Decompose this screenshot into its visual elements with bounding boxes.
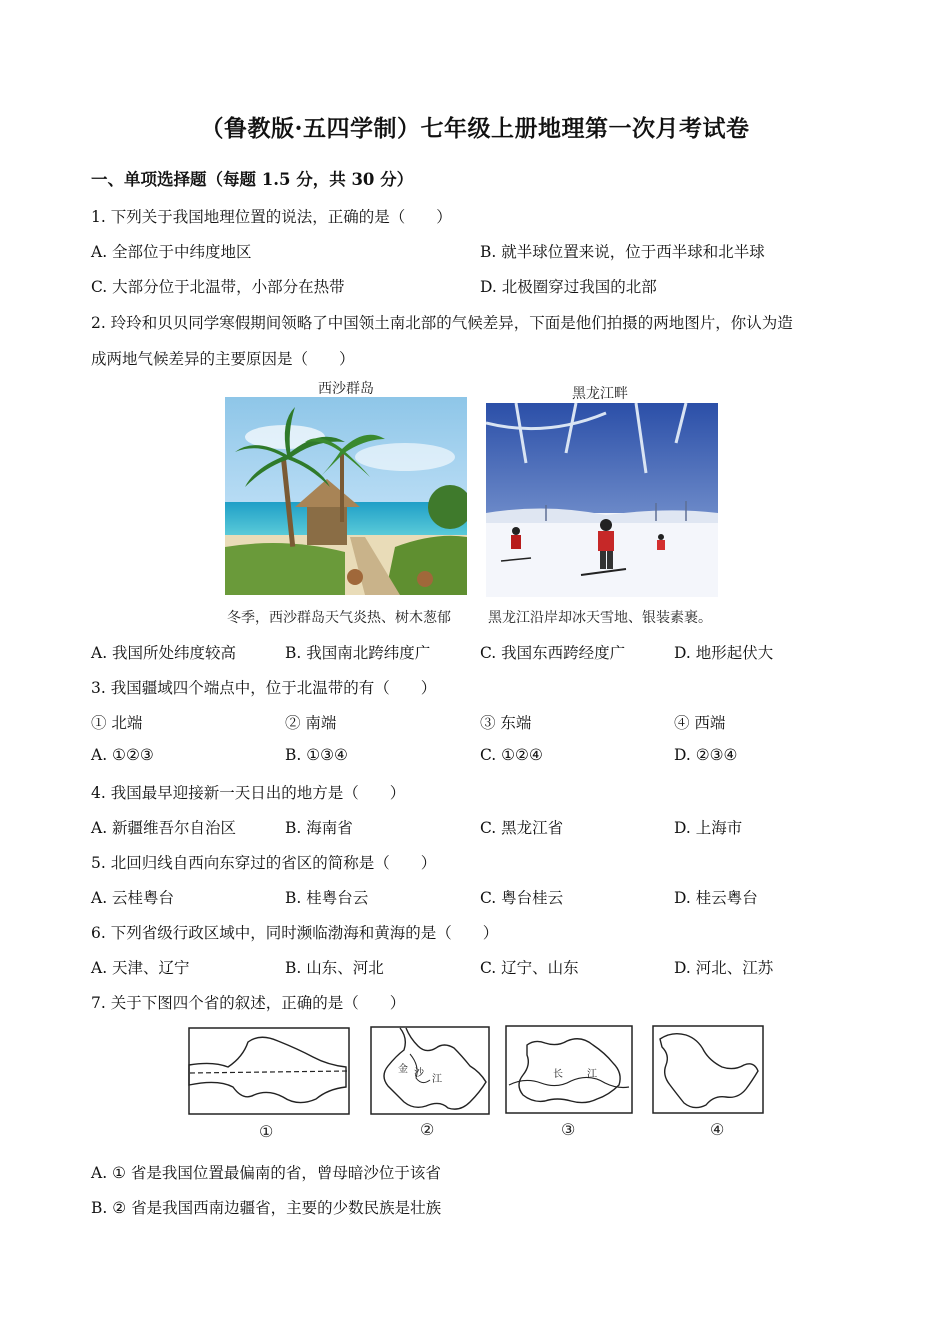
question-2-stem-line2: 成两地气候差异的主要原因是（ ） — [91, 350, 355, 368]
question-1-option-a: A. 全部位于中纬度地区 — [91, 243, 252, 261]
question-7-stem: 7. 关于下图四个省的叙述，正确的是（ ） — [91, 994, 406, 1012]
province-map-4 — [652, 1025, 764, 1147]
question-3-item-3: ③ 东端 — [480, 714, 532, 732]
question-3-option-c: C. ①②④ — [480, 746, 543, 764]
question-5-option-a: A. 云桂粤台 — [91, 889, 175, 907]
question-3-item-4: ④ 西端 — [674, 714, 726, 732]
page-title: （鲁教版·五四学制）七年级上册地理第一次月考试卷 — [200, 115, 750, 142]
map-2-text-3: 江 — [432, 1074, 442, 1085]
question-4-option-d: D. 上海市 — [674, 819, 743, 837]
question-6-option-d: D. 河北、江苏 — [674, 959, 774, 977]
question-1-option-c: C. 大部分位于北温带，小部分在热带 — [91, 278, 345, 296]
province-map-3 — [505, 1025, 633, 1147]
question-3-option-b: B. ①③④ — [285, 746, 348, 764]
question-4-option-b: B. 海南省 — [285, 819, 353, 837]
question-2-option-b: B. 我国南北跨纬度广 — [285, 644, 431, 662]
question-5-option-b: B. 桂粤台云 — [285, 889, 369, 907]
question-5-option-d: D. 桂云粤台 — [674, 889, 758, 907]
question-3-option-a: A. ①②③ — [91, 746, 154, 764]
question-2-option-d: D. 地形起伏大 — [674, 644, 774, 662]
question-3-item-1: ① 北端 — [91, 714, 143, 732]
question-6-option-c: C. 辽宁、山东 — [480, 959, 579, 977]
map-2-label: ② — [420, 1120, 435, 1139]
question-4-option-a: A. 新疆维吾尔自治区 — [91, 819, 237, 837]
xisha-islands-photo — [225, 397, 467, 595]
map-1-label: ① — [259, 1122, 274, 1141]
map-3-text-1: 长 — [553, 1069, 563, 1080]
map-3-label: ③ — [561, 1120, 576, 1139]
province-map-2 — [370, 1026, 490, 1146]
photo-left-title: 西沙群岛 — [318, 381, 374, 397]
question-6-option-a: A. 天津、辽宁 — [91, 959, 190, 977]
question-1-option-d: D. 北极圈穿过我国的北部 — [480, 278, 657, 296]
photo-left-caption: 冬季，西沙群岛天气炎热、树木葱郁 — [227, 610, 451, 626]
question-1-stem: 1. 下列关于我国地理位置的说法，正确的是（ ） — [91, 208, 452, 226]
map-4-label: ④ — [710, 1120, 725, 1139]
section-heading: 一、单项选择题（每题 1.5 分，共 30 分） — [91, 170, 414, 189]
question-7-option-a: A. ① 省是我国位置最偏南的省，曾母暗沙位于该省 — [91, 1164, 441, 1182]
map-3-text-2: 江 — [587, 1069, 597, 1080]
map-2-text-2: 沙 — [414, 1068, 424, 1079]
photo-right-caption: 黑龙江沿岸却冰天雪地、银装素裹。 — [488, 610, 712, 626]
photo-right-title: 黑龙江畔 — [572, 386, 628, 402]
question-5-option-c: C. 粤台桂云 — [480, 889, 564, 907]
map-2-text-1: 金 — [398, 1064, 408, 1075]
question-2-option-a: A. 我国所处纬度较高 — [91, 644, 237, 662]
question-3-option-d: D. ②③④ — [674, 746, 738, 764]
question-5-stem: 5. 北回归线自西向东穿过的省区的简称是（ ） — [91, 854, 437, 872]
heilongjiang-photo — [486, 403, 718, 597]
question-1-option-b: B. 就半球位置来说，位于西半球和北半球 — [480, 243, 765, 261]
question-3-stem: 3. 我国疆域四个端点中，位于北温带的有（ ） — [91, 679, 437, 697]
question-2-stem-line1: 2. 玲玲和贝贝同学寒假期间领略了中国领土南北部的气候差异，下面是他们拍摄的两地图片，你认为造 — [91, 314, 793, 332]
question-6-stem: 6. 下列省级行政区域中，同时濒临渤海和黄海的是（ ） — [91, 924, 499, 942]
province-map-1 — [188, 1027, 350, 1145]
question-4-stem: 4. 我国最早迎接新一天日出的地方是（ ） — [91, 784, 406, 802]
question-3-item-2: ② 南端 — [285, 714, 337, 732]
question-2-option-c: C. 我国东西跨经度广 — [480, 644, 626, 662]
question-7-option-b: B. ② 省是我国西南边疆省，主要的少数民族是壮族 — [91, 1199, 442, 1217]
question-4-option-c: C. 黑龙江省 — [480, 819, 564, 837]
question-6-option-b: B. 山东、河北 — [285, 959, 384, 977]
